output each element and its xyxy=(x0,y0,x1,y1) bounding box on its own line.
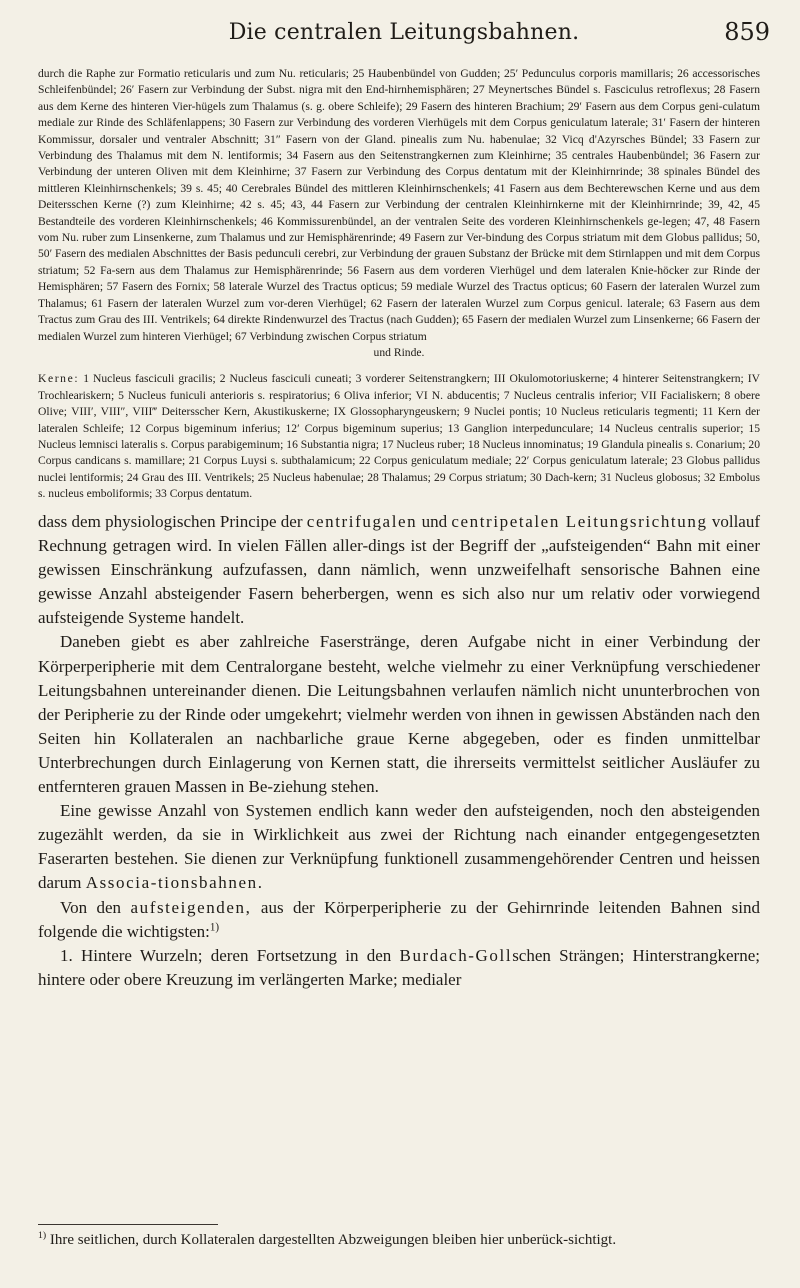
p1-centripetal: centripetalen Leitungsrichtung xyxy=(451,512,708,531)
footnote xyxy=(38,1230,760,1251)
paragraph-5 xyxy=(38,944,760,992)
legend-kerne-paragraph xyxy=(38,371,760,502)
p5-burdach-goll: Burdach-Goll xyxy=(399,945,513,965)
figure-legend xyxy=(38,66,760,503)
kerne-text: 1 Nucleus fasciculi gracilis; 2 Nucleus fasciculi cuneati; 3 vorderer Seitenstrangkern; III Okulomotoriuskerne; 4 hinterer Seitenstrangkern; IV Trochleariskern; 5 Nucleus funiculi anterioris s. respiratorius; 6 Oliva inferior; VI N. abducentis; 7 Nucleus centralis inferior; VII Facialiskern; 8 obere Olive; VIII′, VIII″, VIII‴ Deitersscher Kern, Akustikuskerne; IX Glossopharyngeuskern; 9 Nuclei pontis; 10 Nucleus reticularis tegmenti; 11 Kern der lateralen Schleife; 12 Corpus bigeminum inferius; 12′ Corpus bigeminum superius; 13 Ganglion interpedunculare; 14 Nucleus centralis superior; 15 Nucleus lemnisci lateralis s. Corpus parabigeminum; 16 Substantia nigra; 17 Nucleus ruber; 18 Nucleus innominatus; 19 Glandula pinealis s. Conarium; 20 Corpus candicans s. mamillare; 21 Corpus Luysi s. subthalamicum; 22 Corpus geniculatum mediale; 22′ Corpus geniculatum laterale; 23 Globus pallidus nuclei lentiformis; 24 Grau des III. Ventrikels; 25 Nucleus habenulae; 28 Thalamus; 29 Corpus striatum; 30 Dach-kern; 31 Nucleus globosus; 32 Embolus s. nucleus emboliformis; 33 Corpus dentatum. xyxy=(38,372,760,501)
paragraph-4 xyxy=(38,896,760,944)
p1-text-a: dass dem physiologischen Principe der xyxy=(38,512,303,531)
main-text xyxy=(38,510,760,992)
p3-associationsbahnen: Associa-tionsbahnen. xyxy=(85,873,264,893)
p5-text-b: schen Strängen; Hinterstrangkerne; hintere oder obere Kreuzung im verlängerten Marke; medialer xyxy=(38,945,760,989)
p4-text-a: Von den xyxy=(60,897,122,917)
p5-text-a: 1. Hintere Wurzeln; deren Fortsetzung in den xyxy=(60,945,392,965)
p1-und: und xyxy=(421,512,448,531)
legend-fasern-paragraph: durch die Raphe zur Formatio reticularis und zum Nu. reticularis; 25 Haubenbündel von Gudden; 25′ Pedunculus corporis mamillaris; 26 accessorisches Schleifenbündel; 26′ Fasern zur Verbindung der Subst. nigra mit den End-hirnhemisphären; 27 Meynertsches Bündel s. Fasciculus retroflexus; 28 Fasern aus dem Kerne des hinteren Vier-hügels zum Thalamus (s. g. obere Schleife); 29 Fasern des hinteren Brachium; 29′ Fasern aus dem Corpus geni-culatum mediale zur Rinde des Schläfenlappens; 30 Fasern zur Verbindung des vorderen Vierhügels mit dem Corpus geniculatum laterale; 31′ Fasern der hinteren Kommissur, dorsaler und ventraler Abschnitt; 31″ Fasern von der Gland. pinealis zum Nu. habenulae; 32 Vicq d'Azyrsches Bündel; 33 Fasern zur Verbindung des Thalamus mit dem N. lentiformis; 34 Fasern aus den Seitenstrangkernen zum Kleinhirne; 35 centrales Haubenbündel; 36 Fasern zur Verbindung der unteren Oliven mit dem Kleinhirne; 37 Fasern zur Verbindung des Corpus dentatum mit der Kleinhirnrinde; 38 spinales Bündel des mittleren Kleinhirnschenkels; 39 s. 45; 40 Cerebrales Bündel des mittleren Kleinhirnschenkels; 41 Fasern aus dem Bechterewschen Kerne und aus dem Deitersschen Kerne (?) zum Kleinhirne; 42 s. 45; 43, 44 Fasern zur Verbindung der centralen Kleinhirnkerne mit der Kleinhirnrinde; 39, 42, 45 Bestandteile des vorderen Kleinhirnschenkels; 46 Kommissurenbündel, an der ventralen Seite des vorderen Kleinhirnschenkels ge-legen; 47, 48 Fasern vom Nu. ruber zum Linsenkerne, zum Thalamus und zur Hemisphärenrinde; 49 Fasern zur Ver-bindung des Corpus striatum mit dem Globus pallidus; 50, 50′ Fasern des medialen Abschnittes der Basis pedunculi cerebri, zur Verbindung der grauen Substanz der Brücke mit dem Stirnlappen und mit dem Corpus striatum; 52 Fa-sern aus dem Thalamus zur Hemisphärenrinde; 56 Fasern aus dem vorderen Vierhügel und dem lateralen Knie-höcker zur Rinde der Hemisphären; 57 Fasern des Fornix; 58 laterale Wurzel des Tractus opticus; 59 mediale Wurzel des Tractus opticus; 60 Fasern der lateralen Wurzel zum Thalamus; 61 Fasern der lateralen Wurzel zum vor-deren Vierhügel; 62 Fasern der lateralen Wurzel zum Corpus genicul. laterale; 63 Fasern aus dem Tractus zum Grau des III. Ventrikels; 64 direkte Rindenwurzel des Tractus (nach Gudden); 65 Fasern der medialen Wurzel zum Linsenkerne; 66 Fasern der medialen Wurzel zum hinteren Vierhügel; 67 Verbindung zwischen Corpus striatum xyxy=(38,67,760,343)
paragraph-3 xyxy=(38,799,760,895)
footnote-text: Ihre seitlichen, durch Kollateralen dargestellten Abzweigungen bleiben hier unberück-sichtigt. xyxy=(49,1232,617,1248)
p1-centrifugal: centrifugalen xyxy=(306,512,418,531)
running-title: Die centralen Leitungsbahnen. xyxy=(228,20,580,45)
p3-text-a: Eine gewisse Anzahl von Systemen endlich kann weder den aufsteigenden, noch den absteigenden zugezählt werden, da sie in Wirklichkeit aus zwei der Richtung nach einander entgegengesetzten Faserarten bestehen. Sie dienen zur Verknüpfung funktionell zusammengehörender Centren und heissen darum xyxy=(38,801,760,893)
page-header xyxy=(38,18,770,54)
p4-aufsteigenden: aufsteigenden, xyxy=(130,897,252,917)
paragraph-2: Daneben giebt es aber zahlreiche Faserstränge, deren Aufgabe nicht in einer Verbindung der Körperperipherie mit dem Centralorgane besteht, welche vielmehr zu einer Verknüpfung verschiedener Leitungsbahnen untereinander dienen. Die Leitungsbahnen verlaufen nämlich nicht ununterbrochen von der Peripherie zu der Rinde oder umgekehrt; vielmehr werden von ihnen in gewissen Abständen nach den Seiten hin Kollateralen an nachbarliche graue Kerne abgegeben, oder es finden unmittelbar Unterbrechungen durch Einlagerung von Kernen statt, die ihrerseits vermittelst seitlicher Ausläufer zu entfernteren grauen Massen in Be-ziehung stehen. xyxy=(38,632,760,797)
paragraph-1 xyxy=(38,510,760,630)
footnote-ref: 1) xyxy=(209,920,220,933)
p4-text-b: aus der Körperperipherie zu der Gehirnrinde leitenden Bahnen sind folgende die wichtigsten: xyxy=(38,897,761,941)
footnote-divider xyxy=(38,1224,218,1225)
kerne-label: Kerne: xyxy=(38,372,80,386)
legend-fasern-end: und Rinde. xyxy=(373,345,425,359)
page-number: 859 xyxy=(724,18,770,46)
footnote-mark: 1) xyxy=(38,1230,47,1241)
p1-text-b: vollauf Rechnung getragen wird. In vielen Fällen aller-dings ist der Begriff der „aufsteigenden“ Bahn mit einer gewissen Einschränkung aufzufassen, dann nämlich, wenn unzweifelhaft sensorische Bahnen eine gewisse Anzahl absteigender Fasern beherbergen, wenn es sich also nur um relativ oder vorwiegend aufsteigende Systeme handelt. xyxy=(38,512,760,628)
